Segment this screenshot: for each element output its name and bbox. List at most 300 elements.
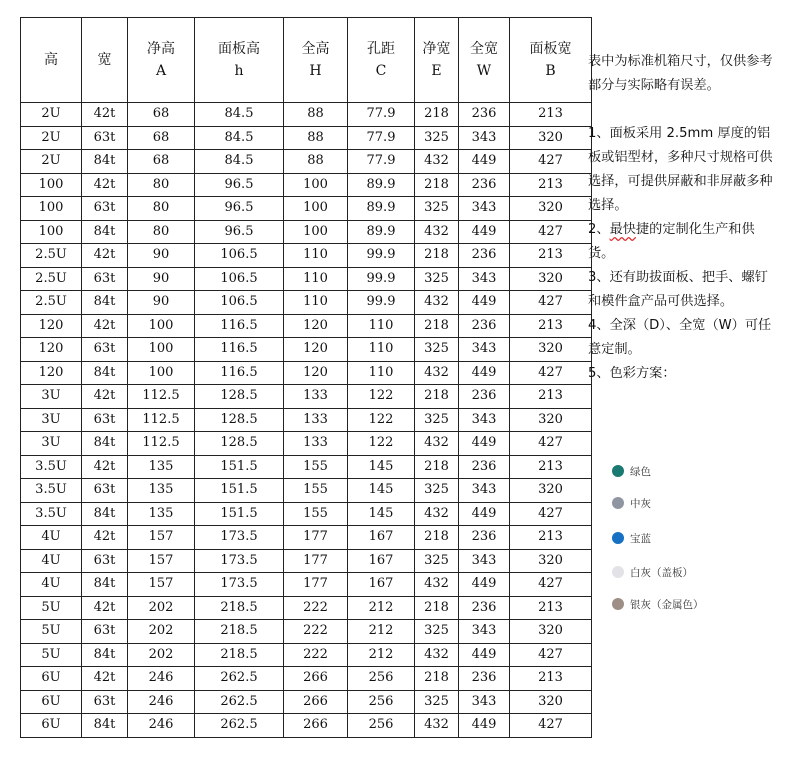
cell-hole-pitch: 212 <box>348 643 415 667</box>
cell-full-width: 236 <box>459 314 510 338</box>
cell-height: 120 <box>21 314 82 338</box>
palette-item-green <box>612 461 651 481</box>
cell-height: 3.5U <box>21 455 82 479</box>
cell-net-height: 68 <box>128 126 195 150</box>
cell-panel-height: 96.5 <box>195 220 284 244</box>
cell-full-width: 236 <box>459 173 510 197</box>
notes-panel <box>588 50 774 386</box>
cell-full-width: 236 <box>459 667 510 691</box>
cell-panel-width: 213 <box>510 596 592 620</box>
cell-net-height: 202 <box>128 620 195 644</box>
cell-height: 3.5U <box>21 479 82 503</box>
cell-width: 42t <box>82 173 128 197</box>
palette-label: 宝蓝 <box>630 532 651 545</box>
cell-full-width: 343 <box>459 549 510 573</box>
cell-panel-width: 427 <box>510 361 592 385</box>
cell-panel-height: 116.5 <box>195 338 284 362</box>
table-row <box>21 244 592 268</box>
spellcheck-word: 最快 <box>609 222 636 237</box>
cell-net-width: 218 <box>415 385 459 409</box>
cell-net-height: 112.5 <box>128 385 195 409</box>
cell-panel-height: 218.5 <box>195 643 284 667</box>
table-row <box>21 667 592 691</box>
header-symbol: A <box>155 63 167 79</box>
cell-hole-pitch: 99.9 <box>348 244 415 268</box>
cell-net-height: 80 <box>128 173 195 197</box>
cell-net-width: 432 <box>415 361 459 385</box>
cell-full-height: 88 <box>284 150 348 174</box>
cell-width: 42t <box>82 385 128 409</box>
table-row <box>21 714 592 738</box>
cell-full-width: 449 <box>459 643 510 667</box>
col-header-full-width <box>459 18 510 103</box>
cell-net-width: 325 <box>415 408 459 432</box>
cell-full-width: 236 <box>459 596 510 620</box>
cell-net-width: 432 <box>415 573 459 597</box>
cell-net-width: 218 <box>415 314 459 338</box>
cell-height: 3U <box>21 408 82 432</box>
cell-height: 2.5U <box>21 244 82 268</box>
cell-full-width: 449 <box>459 361 510 385</box>
header-label: 全高 <box>301 41 330 57</box>
cell-height: 2.5U <box>21 291 82 315</box>
cell-panel-height: 96.5 <box>195 197 284 221</box>
cell-height: 6U <box>21 714 82 738</box>
cell-height: 5U <box>21 620 82 644</box>
cell-net-width: 218 <box>415 455 459 479</box>
cell-width: 84t <box>82 150 128 174</box>
cell-panel-width: 427 <box>510 150 592 174</box>
cell-hole-pitch: 122 <box>348 385 415 409</box>
cell-panel-width: 320 <box>510 690 592 714</box>
cell-width: 84t <box>82 714 128 738</box>
col-header-height <box>21 18 82 103</box>
cell-net-height: 135 <box>128 479 195 503</box>
header-symbol: H <box>309 63 322 79</box>
cell-hole-pitch: 212 <box>348 596 415 620</box>
cell-net-height: 157 <box>128 526 195 550</box>
cell-panel-width: 320 <box>510 549 592 573</box>
cell-panel-height: 218.5 <box>195 596 284 620</box>
table-row <box>21 173 592 197</box>
cell-panel-width: 427 <box>510 714 592 738</box>
cell-height: 3U <box>21 385 82 409</box>
table-row <box>21 573 592 597</box>
cell-full-height: 177 <box>284 573 348 597</box>
cell-full-width: 236 <box>459 455 510 479</box>
cell-panel-width: 213 <box>510 244 592 268</box>
cell-hole-pitch: 145 <box>348 502 415 526</box>
cell-panel-width: 427 <box>510 573 592 597</box>
cell-panel-height: 96.5 <box>195 173 284 197</box>
cell-full-height: 177 <box>284 526 348 550</box>
cell-full-height: 110 <box>284 244 348 268</box>
cell-full-height: 100 <box>284 220 348 244</box>
cell-net-height: 80 <box>128 197 195 221</box>
table-header <box>21 18 592 103</box>
table-row <box>21 432 592 456</box>
cell-full-height: 133 <box>284 385 348 409</box>
cell-panel-width: 427 <box>510 220 592 244</box>
cell-panel-height: 218.5 <box>195 620 284 644</box>
palette-item-silver-gray <box>612 594 704 614</box>
cell-full-height: 266 <box>284 690 348 714</box>
header-symbol: W <box>476 63 492 79</box>
cell-width: 84t <box>82 573 128 597</box>
col-header-hole-pitch <box>348 18 415 103</box>
cell-panel-width: 320 <box>510 620 592 644</box>
cell-net-width: 325 <box>415 267 459 291</box>
cell-hole-pitch: 122 <box>348 432 415 456</box>
cell-hole-pitch: 122 <box>348 408 415 432</box>
palette-label: 白灰（盖板） <box>630 566 693 579</box>
cell-net-width: 432 <box>415 220 459 244</box>
cell-net-width: 432 <box>415 291 459 315</box>
cell-full-height: 110 <box>284 267 348 291</box>
header-label: 净宽 <box>422 41 451 57</box>
cell-width: 42t <box>82 244 128 268</box>
cell-full-width: 449 <box>459 573 510 597</box>
cell-width: 42t <box>82 314 128 338</box>
white-gray-swatch-icon <box>612 566 624 578</box>
cell-full-height: 266 <box>284 667 348 691</box>
cell-full-width: 343 <box>459 126 510 150</box>
cell-width: 84t <box>82 361 128 385</box>
table-row <box>21 596 592 620</box>
table-row <box>21 126 592 150</box>
cell-full-width: 343 <box>459 267 510 291</box>
table-row <box>21 479 592 503</box>
cell-height: 4U <box>21 573 82 597</box>
cell-net-width: 325 <box>415 479 459 503</box>
cell-net-width: 218 <box>415 667 459 691</box>
cell-full-height: 222 <box>284 596 348 620</box>
note-item-2-rest: 捷的定制化生产和供货。 <box>588 222 755 261</box>
cell-panel-height: 151.5 <box>195 479 284 503</box>
table-row <box>21 385 592 409</box>
table-row <box>21 197 592 221</box>
cell-net-width: 218 <box>415 103 459 127</box>
cell-hole-pitch: 77.9 <box>348 126 415 150</box>
cell-panel-height: 262.5 <box>195 714 284 738</box>
cell-panel-width: 427 <box>510 643 592 667</box>
cell-net-height: 112.5 <box>128 408 195 432</box>
cell-hole-pitch: 110 <box>348 338 415 362</box>
cell-net-height: 246 <box>128 690 195 714</box>
cell-net-width: 325 <box>415 690 459 714</box>
cell-panel-width: 213 <box>510 103 592 127</box>
cell-full-height: 120 <box>284 338 348 362</box>
table-row <box>21 361 592 385</box>
col-header-full-height <box>284 18 348 103</box>
cell-panel-height: 128.5 <box>195 408 284 432</box>
cell-full-height: 88 <box>284 126 348 150</box>
cell-panel-height: 151.5 <box>195 455 284 479</box>
cell-height: 5U <box>21 643 82 667</box>
cell-full-width: 449 <box>459 220 510 244</box>
note-item-3: 3、还有助拔面板、把手、螺钉和模件盒产品可供选择。 <box>588 270 768 309</box>
cell-panel-width: 320 <box>510 338 592 362</box>
cell-height: 6U <box>21 667 82 691</box>
cell-full-height: 120 <box>284 361 348 385</box>
table-row <box>21 690 592 714</box>
cell-full-height: 110 <box>284 291 348 315</box>
table-row <box>21 220 592 244</box>
cell-net-width: 432 <box>415 150 459 174</box>
cell-panel-width: 213 <box>510 667 592 691</box>
table-row <box>21 620 592 644</box>
green-swatch-icon <box>612 465 624 477</box>
cell-net-height: 90 <box>128 267 195 291</box>
cell-panel-width: 427 <box>510 291 592 315</box>
cell-net-height: 202 <box>128 643 195 667</box>
cell-net-height: 90 <box>128 291 195 315</box>
table-row <box>21 103 592 127</box>
cell-panel-height: 173.5 <box>195 549 284 573</box>
cell-net-width: 432 <box>415 502 459 526</box>
cell-full-height: 266 <box>284 714 348 738</box>
table-row <box>21 338 592 362</box>
cell-hole-pitch: 145 <box>348 479 415 503</box>
silver-gray-swatch-icon <box>612 598 624 610</box>
cell-panel-height: 116.5 <box>195 314 284 338</box>
table-row <box>21 314 592 338</box>
cell-hole-pitch: 89.9 <box>348 197 415 221</box>
cell-height: 2U <box>21 103 82 127</box>
cell-height: 2U <box>21 126 82 150</box>
cell-height: 2U <box>21 150 82 174</box>
cell-panel-height: 173.5 <box>195 526 284 550</box>
cell-hole-pitch: 167 <box>348 526 415 550</box>
cell-panel-width: 320 <box>510 479 592 503</box>
cell-full-width: 343 <box>459 690 510 714</box>
cell-full-width: 343 <box>459 197 510 221</box>
cell-panel-width: 213 <box>510 314 592 338</box>
cell-net-width: 218 <box>415 526 459 550</box>
cell-net-height: 246 <box>128 714 195 738</box>
cell-width: 84t <box>82 502 128 526</box>
header-label: 面板高 <box>218 41 260 57</box>
header-label: 全宽 <box>470 41 498 57</box>
cell-full-width: 236 <box>459 385 510 409</box>
cell-full-width: 236 <box>459 103 510 127</box>
cell-full-width: 236 <box>459 244 510 268</box>
col-header-panel-height <box>195 18 284 103</box>
cell-width: 84t <box>82 220 128 244</box>
cell-full-height: 88 <box>284 103 348 127</box>
cell-width: 42t <box>82 596 128 620</box>
cell-full-width: 343 <box>459 620 510 644</box>
cell-width: 63t <box>82 620 128 644</box>
cell-net-height: 80 <box>128 220 195 244</box>
cell-panel-width: 320 <box>510 197 592 221</box>
header-symbol: E <box>431 63 442 79</box>
cell-hole-pitch: 77.9 <box>348 150 415 174</box>
cell-full-width: 343 <box>459 408 510 432</box>
cell-full-height: 100 <box>284 173 348 197</box>
cell-full-height: 133 <box>284 432 348 456</box>
cell-full-height: 177 <box>284 549 348 573</box>
header-symbol: C <box>375 63 387 79</box>
cell-width: 63t <box>82 267 128 291</box>
notes-intro: 表中为标准机箱尺寸，仅供参考部分与实际略有误差。 <box>588 54 773 93</box>
cell-full-width: 236 <box>459 526 510 550</box>
cell-hole-pitch: 110 <box>348 361 415 385</box>
table-row <box>21 526 592 550</box>
cell-panel-height: 106.5 <box>195 291 284 315</box>
cell-full-width: 449 <box>459 714 510 738</box>
cell-net-height: 202 <box>128 596 195 620</box>
header-label: 孔距 <box>367 41 395 57</box>
cell-panel-width: 427 <box>510 502 592 526</box>
cell-net-width: 218 <box>415 244 459 268</box>
cell-net-height: 135 <box>128 455 195 479</box>
cell-net-width: 325 <box>415 620 459 644</box>
cell-net-width: 432 <box>415 432 459 456</box>
cell-full-width: 343 <box>459 338 510 362</box>
cell-panel-width: 213 <box>510 526 592 550</box>
cell-hole-pitch: 110 <box>348 314 415 338</box>
cell-height: 5U <box>21 596 82 620</box>
cell-net-height: 157 <box>128 573 195 597</box>
table-row <box>21 455 592 479</box>
palette-label: 中灰 <box>630 497 651 510</box>
cell-panel-height: 84.5 <box>195 126 284 150</box>
note-item-5: 5、色彩方案： <box>588 366 676 381</box>
cell-panel-width: 427 <box>510 432 592 456</box>
table-row <box>21 502 592 526</box>
cell-panel-width: 320 <box>510 267 592 291</box>
note-item-2-prefix: 2、 <box>588 222 610 237</box>
header-label: 宽 <box>97 52 112 68</box>
spec-table <box>20 17 592 738</box>
cell-net-width: 325 <box>415 197 459 221</box>
table-body <box>21 103 592 738</box>
color-palette-legend <box>597 456 709 622</box>
cell-hole-pitch: 89.9 <box>348 173 415 197</box>
cell-net-height: 100 <box>128 361 195 385</box>
cell-height: 4U <box>21 549 82 573</box>
note-item-1: 1、面板采用 2.5mm 厚度的铝板或铝型材，多种尺寸规格可供选择，可提供屏蔽和非屏蔽多种选择。 <box>588 126 773 213</box>
palette-item-mid-gray <box>612 493 651 513</box>
palette-item-white-gray <box>612 562 693 582</box>
cell-width: 42t <box>82 103 128 127</box>
cell-hole-pitch: 89.9 <box>348 220 415 244</box>
cell-height: 2.5U <box>21 267 82 291</box>
cell-hole-pitch: 256 <box>348 690 415 714</box>
cell-net-width: 325 <box>415 338 459 362</box>
palette-label: 银灰（金属色） <box>630 598 704 611</box>
cell-full-width: 449 <box>459 150 510 174</box>
cell-net-width: 325 <box>415 126 459 150</box>
cell-net-height: 100 <box>128 314 195 338</box>
col-header-panel-width <box>510 18 592 103</box>
cell-full-height: 222 <box>284 643 348 667</box>
cell-panel-width: 213 <box>510 173 592 197</box>
header-label: 净高 <box>147 41 175 57</box>
table-row <box>21 549 592 573</box>
cell-hole-pitch: 99.9 <box>348 291 415 315</box>
cell-hole-pitch: 99.9 <box>348 267 415 291</box>
table-row <box>21 150 592 174</box>
cell-net-height: 68 <box>128 150 195 174</box>
table-row <box>21 643 592 667</box>
cell-width: 84t <box>82 291 128 315</box>
cell-height: 3U <box>21 432 82 456</box>
cell-panel-height: 262.5 <box>195 690 284 714</box>
cell-full-height: 155 <box>284 502 348 526</box>
cell-height: 100 <box>21 220 82 244</box>
cell-panel-height: 128.5 <box>195 385 284 409</box>
cell-width: 63t <box>82 408 128 432</box>
header-symbol: h <box>234 63 244 79</box>
cell-width: 84t <box>82 432 128 456</box>
cell-full-width: 449 <box>459 432 510 456</box>
table-row <box>21 291 592 315</box>
cell-net-height: 100 <box>128 338 195 362</box>
cell-hole-pitch: 77.9 <box>348 103 415 127</box>
cell-net-width: 432 <box>415 643 459 667</box>
cell-width: 42t <box>82 526 128 550</box>
cell-panel-height: 116.5 <box>195 361 284 385</box>
cell-width: 63t <box>82 690 128 714</box>
cell-full-height: 100 <box>284 197 348 221</box>
note-item-4: 4、全深（D）、全宽（W）可任意定制。 <box>588 318 772 357</box>
cell-hole-pitch: 167 <box>348 573 415 597</box>
cell-hole-pitch: 212 <box>348 620 415 644</box>
cell-net-width: 325 <box>415 549 459 573</box>
cell-net-height: 68 <box>128 103 195 127</box>
col-header-net-height <box>128 18 195 103</box>
cell-height: 100 <box>21 197 82 221</box>
cell-net-height: 246 <box>128 667 195 691</box>
royal-blue-swatch-icon <box>612 532 624 544</box>
cell-full-height: 120 <box>284 314 348 338</box>
cell-width: 42t <box>82 667 128 691</box>
palette-item-royal-blue <box>612 528 651 548</box>
cell-panel-height: 128.5 <box>195 432 284 456</box>
cell-full-height: 155 <box>284 479 348 503</box>
cell-panel-width: 213 <box>510 455 592 479</box>
cell-net-height: 135 <box>128 502 195 526</box>
cell-panel-width: 320 <box>510 408 592 432</box>
cell-panel-height: 84.5 <box>195 103 284 127</box>
cell-panel-height: 173.5 <box>195 573 284 597</box>
cell-height: 100 <box>21 173 82 197</box>
cell-full-width: 449 <box>459 291 510 315</box>
cell-panel-height: 106.5 <box>195 244 284 268</box>
col-header-width <box>82 18 128 103</box>
header-label: 高 <box>44 52 58 68</box>
cell-width: 63t <box>82 126 128 150</box>
cell-net-width: 218 <box>415 596 459 620</box>
cell-height: 6U <box>21 690 82 714</box>
cell-panel-width: 213 <box>510 385 592 409</box>
cell-height: 4U <box>21 526 82 550</box>
cell-hole-pitch: 167 <box>348 549 415 573</box>
cell-net-height: 157 <box>128 549 195 573</box>
table-row <box>21 267 592 291</box>
cell-net-width: 218 <box>415 173 459 197</box>
header-label: 面板宽 <box>529 41 572 57</box>
col-header-net-width <box>415 18 459 103</box>
cell-net-width: 432 <box>415 714 459 738</box>
cell-full-height: 222 <box>284 620 348 644</box>
cell-width: 63t <box>82 197 128 221</box>
cell-full-height: 155 <box>284 455 348 479</box>
cell-panel-height: 84.5 <box>195 150 284 174</box>
cell-hole-pitch: 256 <box>348 714 415 738</box>
